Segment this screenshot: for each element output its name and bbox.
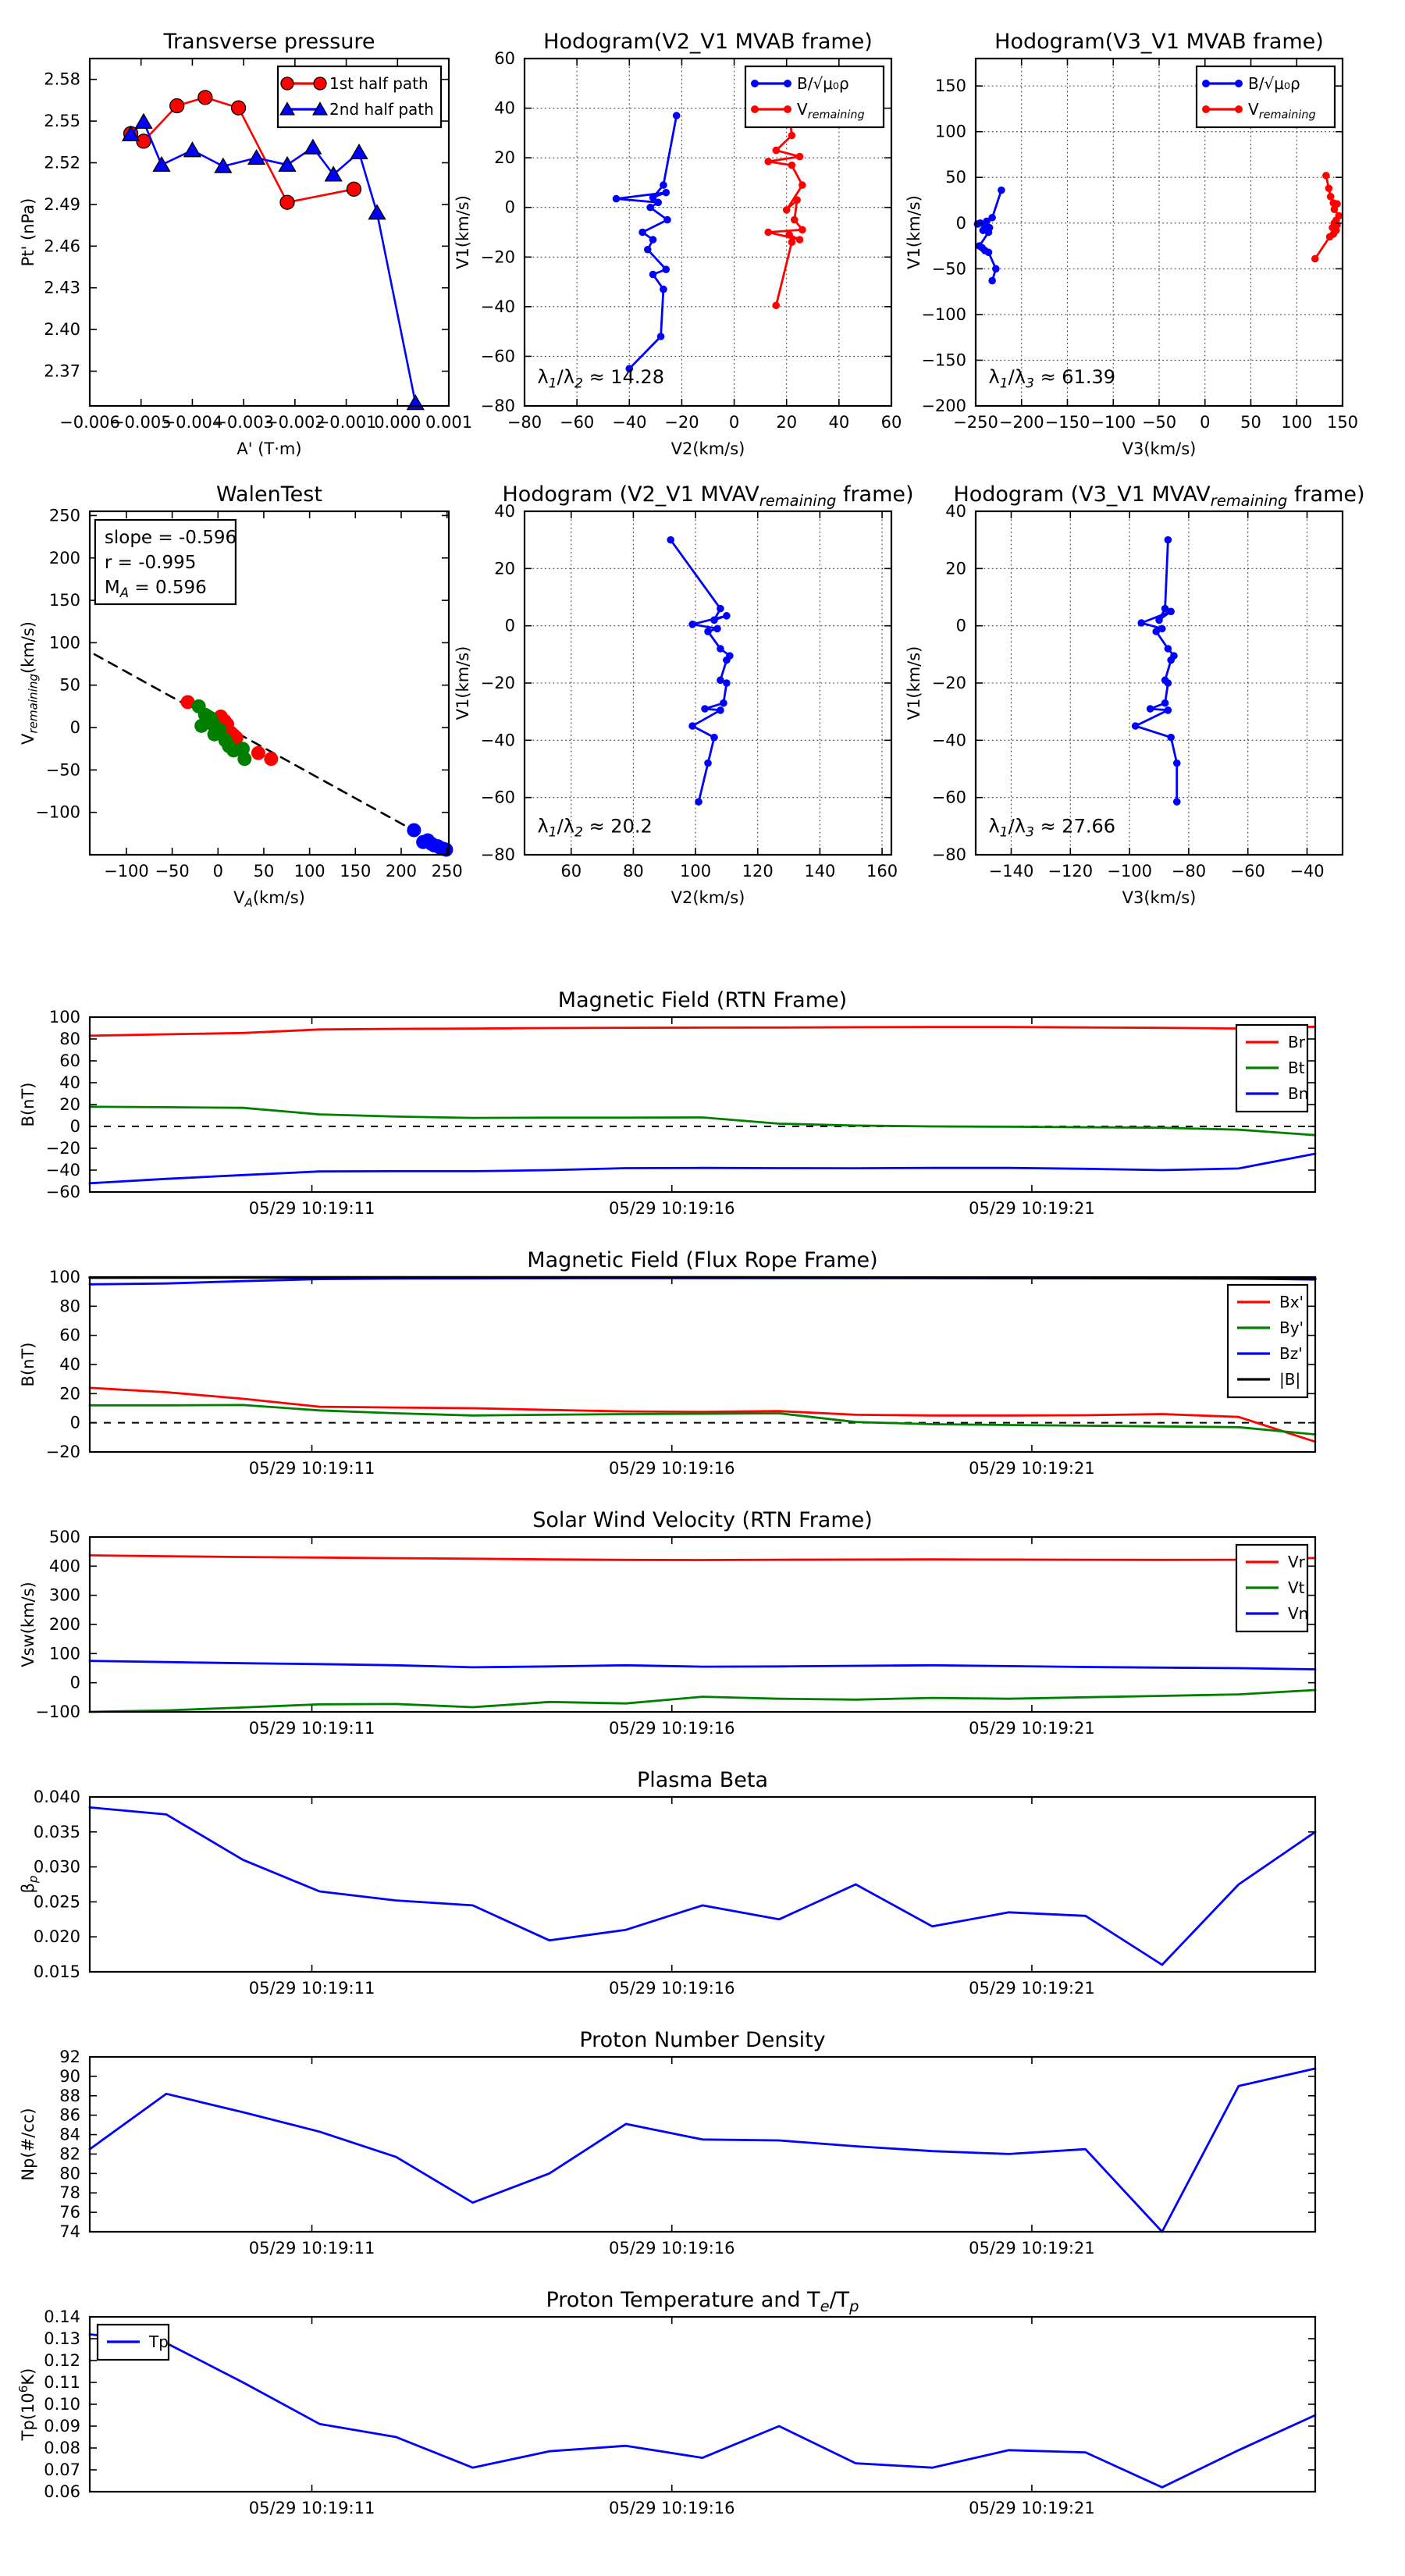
annotation: λ1/λ3 ≈ 27.66 <box>988 815 1116 841</box>
x-tick-label: −140 <box>988 862 1034 881</box>
x-tick-label: 120 <box>742 862 774 881</box>
x-axis-label: V2(km/s) <box>670 888 745 907</box>
y-tick-label: −20 <box>931 674 966 692</box>
y-tick-label: 92 <box>59 2048 80 2066</box>
x-tick-label: 60 <box>560 862 582 881</box>
panel-np <box>19 2028 1315 2258</box>
y-tick-label: −150 <box>921 350 966 370</box>
x-tick-label: −0.005 <box>110 413 172 432</box>
legend-label: Vremaining <box>1248 100 1316 122</box>
panel-hodogram-v3v1-mvav <box>905 482 1365 907</box>
x-tick-label: 05/29 10:19:16 <box>608 1199 735 1218</box>
panel-hodogram-v2v1-mvab <box>454 30 902 458</box>
x-tick-label: 100 <box>680 862 712 881</box>
y-tick-label: 100 <box>48 633 80 653</box>
y-tick-label: 50 <box>945 168 966 187</box>
x-tick-label: 160 <box>866 862 898 881</box>
y-tick-label: 0.12 <box>44 2351 80 2370</box>
y-tick-label: 20 <box>494 559 515 578</box>
x-tick-label: −80 <box>1171 862 1207 881</box>
x-tick-label: 05/29 10:19:11 <box>248 1199 375 1218</box>
x-tick-label: 40 <box>828 413 850 432</box>
panel-vsw <box>19 1508 1315 1738</box>
legend-label: Bz' <box>1279 1344 1303 1363</box>
chart-title: WalenTest <box>216 482 322 507</box>
y-tick-label: 300 <box>48 1585 80 1605</box>
panel-mf-rtn <box>19 988 1315 1218</box>
x-tick-label: 05/29 10:19:21 <box>969 2499 1095 2517</box>
y-tick-label: 100 <box>934 122 966 141</box>
y-axis-label: V1(km/s) <box>454 195 472 269</box>
legend-label: Vremaining <box>797 100 865 122</box>
y-tick-label: 60 <box>59 1051 80 1070</box>
y-tick-label: 20 <box>59 1384 80 1404</box>
y-tick-label: 0 <box>504 616 515 635</box>
y-tick-label: 2.49 <box>44 194 80 214</box>
y-tick-label: 0.06 <box>44 2482 80 2501</box>
y-axis-label: Np(#/cc) <box>19 2108 37 2181</box>
legend-label: Bn <box>1288 1084 1309 1103</box>
y-tick-label: 0 <box>69 1673 80 1692</box>
x-tick-label: 05/29 10:19:16 <box>608 2499 735 2517</box>
y-tick-label: 250 <box>48 506 80 525</box>
x-tick-label: −100 <box>1107 862 1152 881</box>
y-tick-label: −80 <box>931 845 966 864</box>
y-tick-label: −20 <box>480 674 515 692</box>
y-tick-label: 0.035 <box>33 1822 80 1841</box>
x-tick-label: −100 <box>1090 413 1136 432</box>
x-tick-label: −0.002 <box>264 413 325 432</box>
x-tick-label: 0 <box>1200 413 1211 432</box>
x-tick-label: 05/29 10:19:21 <box>969 1719 1095 1738</box>
y-tick-label: 2.55 <box>44 112 80 131</box>
chart-title: Hodogram(V3_V1 MVAB frame) <box>994 30 1324 54</box>
x-tick-label: 05/29 10:19:21 <box>969 2239 1095 2258</box>
x-tick-label: 200 <box>385 862 418 881</box>
x-tick-label: 250 <box>431 862 463 881</box>
y-tick-label: 0.14 <box>44 2307 80 2326</box>
annotation-line: MA = 0.596 <box>104 578 207 601</box>
y-axis-label: Pt' (nPa) <box>19 197 37 267</box>
x-tick-label: 150 <box>1326 413 1359 432</box>
x-tick-label: −40 <box>1289 862 1325 881</box>
y-axis-label: V1(km/s) <box>905 646 923 720</box>
y-axis-label: V1(km/s) <box>454 646 472 720</box>
y-tick-label: 50 <box>59 675 80 695</box>
x-tick-label: 05/29 10:19:11 <box>248 2239 375 2258</box>
y-tick-label: −100 <box>35 1703 80 1721</box>
x-tick-label: 05/29 10:19:11 <box>248 2499 375 2517</box>
y-tick-label: 40 <box>494 502 515 521</box>
y-tick-label: 86 <box>59 2105 80 2125</box>
y-tick-label: 200 <box>48 1615 80 1634</box>
annotation: λ1/λ3 ≈ 61.39 <box>988 366 1116 392</box>
y-tick-label: 0.10 <box>44 2395 80 2414</box>
legend-label: Tp <box>149 2332 169 2351</box>
legend-label: B/√μ₀ρ <box>1248 74 1300 93</box>
panel-tp <box>16 2288 1315 2517</box>
x-axis-label: A' (T·m) <box>237 439 302 458</box>
x-tick-label: −50 <box>155 862 190 881</box>
chart-title: Proton Temperature and Te/Tp <box>546 2288 859 2315</box>
x-axis-label: VA(km/s) <box>233 888 305 910</box>
annotation-line: slope = -0.596 <box>104 528 237 548</box>
y-tick-label: 0 <box>69 1413 80 1432</box>
x-tick-label: 50 <box>1240 413 1261 432</box>
y-tick-label: 100 <box>48 1644 80 1663</box>
y-tick-label: 40 <box>59 1073 80 1092</box>
y-tick-label: −60 <box>480 347 515 366</box>
y-tick-label: −60 <box>480 788 515 807</box>
legend <box>98 2325 169 2360</box>
chart-title: Proton Number Density <box>579 2028 826 2052</box>
x-axis-label: V3(km/s) <box>1122 439 1197 458</box>
panel-hodogram-v3v1-mvab <box>905 30 1358 458</box>
y-tick-label: 80 <box>59 1030 80 1048</box>
y-tick-label: −100 <box>921 304 966 324</box>
y-tick-label: 0 <box>69 1117 80 1136</box>
x-tick-label: −0.004 <box>162 413 223 432</box>
x-tick-label: 100 <box>293 862 325 881</box>
legend-label: Bt <box>1288 1059 1305 1077</box>
y-tick-label: 400 <box>48 1557 80 1576</box>
x-axis-label: V2(km/s) <box>670 439 745 458</box>
legend <box>1228 1285 1307 1397</box>
y-tick-label: 0.07 <box>44 2460 80 2479</box>
y-tick-label: −80 <box>480 397 515 415</box>
y-tick-label: 2.43 <box>44 278 80 297</box>
legend-label: Br <box>1288 1033 1305 1051</box>
y-tick-label: 20 <box>945 559 966 578</box>
y-axis-label: V1(km/s) <box>905 195 923 269</box>
x-tick-label: −80 <box>507 413 542 432</box>
y-tick-label: −40 <box>931 731 966 750</box>
annotation: λ1/λ2 ≈ 20.2 <box>537 815 653 841</box>
x-tick-label: −50 <box>1141 413 1177 432</box>
y-tick-label: 200 <box>48 548 80 568</box>
y-tick-label: 100 <box>48 1268 80 1286</box>
y-axis-label: βp <box>19 1875 41 1894</box>
x-tick-label: −60 <box>1230 862 1265 881</box>
y-tick-label: 60 <box>59 1325 80 1345</box>
chart-title: Hodogram (V3_V1 MVAVremaining frame) <box>953 482 1365 510</box>
x-tick-label: −60 <box>559 413 595 432</box>
y-axis-label: B(nT) <box>19 1342 37 1387</box>
panel-hodogram-v2v1-mvav <box>454 482 914 907</box>
legend-label: B/√μ₀ρ <box>797 74 849 93</box>
x-tick-label: −0.003 <box>213 413 275 432</box>
y-tick-label: 80 <box>59 2164 80 2183</box>
chart-title: Magnetic Field (RTN Frame) <box>557 988 848 1012</box>
y-tick-label: −60 <box>45 1183 80 1201</box>
y-tick-label: 2.37 <box>44 361 80 381</box>
x-tick-label: 05/29 10:19:11 <box>248 1459 375 1478</box>
y-tick-label: 84 <box>59 2125 80 2144</box>
y-tick-label: −80 <box>480 845 515 864</box>
x-tick-label: 05/29 10:19:21 <box>969 1979 1095 1998</box>
y-tick-label: 90 <box>59 2066 80 2086</box>
y-tick-label: 0.040 <box>33 1788 80 1806</box>
annotation: λ1/λ2 ≈ 14.28 <box>537 366 665 392</box>
x-tick-label: 20 <box>776 413 798 432</box>
y-tick-label: 0.08 <box>44 2439 80 2457</box>
y-tick-label: −40 <box>45 1161 80 1179</box>
x-axis-label: V3(km/s) <box>1122 888 1197 907</box>
y-tick-label: −20 <box>45 1443 80 1461</box>
y-tick-label: 150 <box>48 591 80 610</box>
y-tick-label: 150 <box>934 76 966 96</box>
y-tick-label: 0.025 <box>33 1892 80 1912</box>
panel-mf-fr <box>19 1248 1315 1478</box>
chart-title: Magnetic Field (Flux Rope Frame) <box>527 1248 878 1272</box>
panel-walen-test <box>19 482 463 910</box>
y-tick-label: 0 <box>955 616 966 635</box>
y-tick-label: −20 <box>45 1139 80 1158</box>
annotation-line: r = -0.995 <box>104 553 197 573</box>
x-tick-label: 05/29 10:19:16 <box>608 1459 735 1478</box>
y-tick-label: 60 <box>494 49 515 68</box>
y-tick-label: −50 <box>931 259 966 279</box>
chart-title: Hodogram (V2_V1 MVAVremaining frame) <box>502 482 914 510</box>
x-tick-label: −200 <box>998 413 1044 432</box>
y-tick-label: −100 <box>35 802 80 822</box>
x-tick-label: 60 <box>880 413 902 432</box>
y-tick-label: 0.09 <box>44 2417 80 2435</box>
x-tick-label: −20 <box>664 413 699 432</box>
y-tick-label: 82 <box>59 2144 80 2164</box>
y-tick-label: 88 <box>59 2086 80 2105</box>
y-axis-label: Tp(106K) <box>16 2368 37 2441</box>
legend <box>745 66 884 127</box>
x-tick-label: −0.006 <box>59 413 120 432</box>
panel-transverse-pressure <box>19 30 472 458</box>
x-tick-label: 0.001 <box>425 413 473 432</box>
x-tick-label: 05/29 10:19:21 <box>969 1459 1095 1478</box>
chart-title: Hodogram(V2_V1 MVAB frame) <box>543 30 873 54</box>
legend-label: 2nd half path <box>329 100 434 119</box>
y-tick-label: −40 <box>480 731 515 750</box>
legend-label: 1st half path <box>329 74 429 93</box>
x-tick-label: 140 <box>804 862 836 881</box>
y-axis-label: Vsw(km/s) <box>19 1582 37 1667</box>
panel-beta <box>19 1768 1315 1998</box>
y-tick-label: 2.46 <box>44 237 80 256</box>
y-tick-label: 20 <box>59 1095 80 1114</box>
x-tick-label: 0.000 <box>374 413 422 432</box>
legend-label: By' <box>1279 1318 1304 1337</box>
y-tick-label: 0.11 <box>44 2373 80 2392</box>
y-tick-label: 0 <box>955 213 966 233</box>
y-tick-label: 80 <box>59 1297 80 1316</box>
x-tick-label: 50 <box>253 862 275 881</box>
x-tick-label: −150 <box>1044 413 1090 432</box>
y-tick-label: 40 <box>59 1355 80 1374</box>
legend <box>1236 1025 1308 1112</box>
x-tick-label: 05/29 10:19:11 <box>248 1719 375 1738</box>
y-tick-label: 0.015 <box>33 1962 80 1981</box>
y-tick-label: −200 <box>921 397 966 415</box>
legend-label: Vt <box>1288 1578 1305 1597</box>
x-tick-label: −120 <box>1048 862 1094 881</box>
x-tick-label: 150 <box>340 862 372 881</box>
y-tick-label: 76 <box>59 2203 80 2222</box>
legend <box>278 66 441 127</box>
x-tick-label: 05/29 10:19:11 <box>248 1979 375 1998</box>
x-tick-label: 05/29 10:19:16 <box>608 2239 735 2258</box>
legend <box>1236 1545 1308 1631</box>
y-tick-label: 78 <box>59 2183 80 2203</box>
x-tick-label: 0 <box>212 862 223 881</box>
x-tick-label: 0 <box>728 413 740 432</box>
legend-label: Bx' <box>1279 1293 1304 1311</box>
legend-label: |B| <box>1279 1370 1301 1389</box>
x-tick-label: 80 <box>623 862 644 881</box>
y-tick-label: 0.020 <box>33 1927 80 1947</box>
y-tick-label: 0.13 <box>44 2329 80 2348</box>
y-tick-label: 2.52 <box>44 153 80 173</box>
x-tick-label: 05/29 10:19:16 <box>608 1719 735 1738</box>
y-tick-label: 2.40 <box>44 320 80 340</box>
y-tick-label: 2.58 <box>44 69 80 89</box>
y-tick-label: 40 <box>945 502 966 521</box>
y-tick-label: −40 <box>480 297 515 316</box>
chart-title: Plasma Beta <box>636 1768 769 1792</box>
y-tick-label: 74 <box>59 2222 80 2241</box>
x-tick-label: 05/29 10:19:16 <box>608 1979 735 1998</box>
y-tick-label: 0.030 <box>33 1857 80 1877</box>
x-tick-label: −40 <box>612 413 647 432</box>
y-tick-label: −20 <box>480 247 515 267</box>
y-axis-label: B(nT) <box>19 1082 37 1127</box>
legend-label: Vr <box>1288 1553 1305 1571</box>
chart-title: Transverse pressure <box>163 30 375 54</box>
legend-label: Vn <box>1288 1604 1309 1623</box>
y-tick-label: 40 <box>494 98 515 118</box>
x-tick-label: −250 <box>953 413 998 432</box>
y-axis-label: Vremaining(km/s) <box>19 621 41 745</box>
y-tick-label: 20 <box>494 148 515 168</box>
y-tick-label: 0 <box>69 718 80 738</box>
legend <box>1197 66 1335 127</box>
chart-title: Solar Wind Velocity (RTN Frame) <box>532 1508 873 1532</box>
y-tick-label: 100 <box>48 1008 80 1026</box>
y-tick-label: −60 <box>931 788 966 807</box>
x-tick-label: 05/29 10:19:21 <box>969 1199 1095 1218</box>
x-tick-label: 100 <box>1281 413 1313 432</box>
y-tick-label: 500 <box>48 1528 80 1546</box>
y-tick-label: −50 <box>45 760 80 780</box>
x-tick-label: −100 <box>104 862 149 881</box>
y-tick-label: 0 <box>504 197 515 217</box>
x-tick-label: −0.001 <box>315 413 377 432</box>
annotation-box <box>95 520 237 604</box>
